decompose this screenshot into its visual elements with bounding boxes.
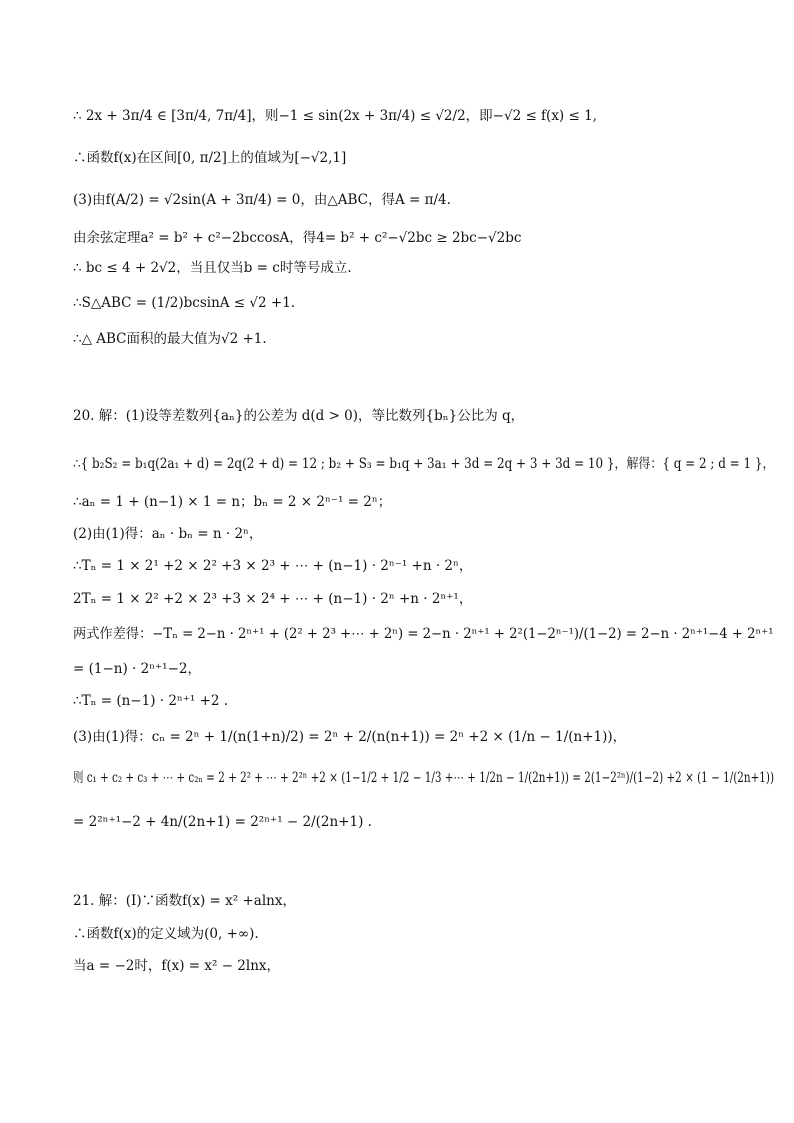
text-line: 则 c₁ + c₂ + c₃ + ⋯ + c₂ₙ = 2 + 2² + ⋯ + 2²ⁿ +2 × (1−1/2 + 1/2 − 1/3 +⋯ + 1/2n − 1/(2n+1)) = 2(1−2²ⁿ)/(1−2) +2 × (1 − 1/(2n+1)) <box>73 770 775 786</box>
text-line: ∴△ ABC面积的最大值为√2 +1. <box>73 331 267 347</box>
text-line: ∴函数f(x)在区间[0, π/2]上的值域为[−√2,1] <box>73 150 347 166</box>
text-line: 2Tₙ = 1 × 2² +2 × 2³ +3 × 2⁴ + ⋯ + (n−1) · 2ⁿ +n · 2ⁿ⁺¹， <box>73 591 473 607</box>
text-line: = 2²ⁿ⁺¹−2 + 4n/(2n+1) = 2²ⁿ⁺¹ − 2/(2n+1) . <box>73 814 372 830</box>
text-line: 当a = −2时，f(x) = x² − 2lnx， <box>73 958 281 974</box>
text-line: ∴aₙ = 1 + (n−1) × 1 = n；bₙ = 2 × 2ⁿ⁻¹ = 2ⁿ； <box>73 494 392 510</box>
text-line: ∴函数f(x)的定义域为(0, +∞). <box>73 926 259 942</box>
text-line: ∴S△ABC = (1/2)bcsinA ≤ √2 +1. <box>73 295 296 311</box>
text-line: ∴Tₙ = (n−1) · 2ⁿ⁺¹ +2 . <box>73 693 229 709</box>
text-line: = (1−n) · 2ⁿ⁺¹−2， <box>73 661 201 677</box>
text-line: 两式作差得：−Tₙ = 2−n · 2ⁿ⁺¹ + (2² + 2³ +⋯ + 2ⁿ) = 2−n · 2ⁿ⁺¹ + 2²(1−2ⁿ⁻¹)/(1−2) = 2−n · 2ⁿ⁺¹−4 + 2ⁿ⁺¹ <box>73 626 774 642</box>
text-line: ∴{ b₂S₂ = b₁q(2a₁ + d) = 2q(2 + d) = 12 ; b₂ + S₃ = b₁q + 3a₁ + 3d = 2q + 3 + 3d = 10 }，解得：{ q = 2 ; d = 1 }， <box>73 456 775 472</box>
text-line: ∴ 2x + 3π/4 ∈ [3π/4, 7π/4]，则−1 ≤ sin(2x + 3π/4) ≤ √2/2，即−√2 ≤ f(x) ≤ 1, <box>73 108 597 124</box>
text-line: ∴Tₙ = 1 × 2¹ +2 × 2² +3 × 2³ + ⋯ + (n−1) · 2ⁿ⁻¹ +n · 2ⁿ， <box>73 558 473 574</box>
text-line: ∴ bc ≤ 4 + 2√2，当且仅当b = c时等号成立. <box>73 260 352 276</box>
text-line: 由余弦定理a² = b² + c²−2bccosA，得4= b² + c²−√2bc ≥ 2bc−√2bc <box>73 230 522 246</box>
text-line: (3)由(1)得：cₙ = 2ⁿ + 1/(n(1+n)/2) = 2ⁿ + 2/(n(n+1)) = 2ⁿ +2 × (1/n − 1/(n+1))， <box>73 729 627 745</box>
text-line: (3)由f(A/2) = √2sin(A + 3π/4) = 0，由△ABC，得A = π/4. <box>73 192 451 208</box>
problem-20-heading: 20. 解：(1)设等差数列{aₙ}的公差为 d(d > 0)，等比数列{bₙ}公比为 q， <box>73 408 525 424</box>
problem-21-heading: 21. 解：(Ⅰ)∵函数f(x) = x² +alnx， <box>73 893 296 909</box>
text-line: (2)由(1)得：aₙ · bₙ = n · 2ⁿ， <box>73 526 263 542</box>
